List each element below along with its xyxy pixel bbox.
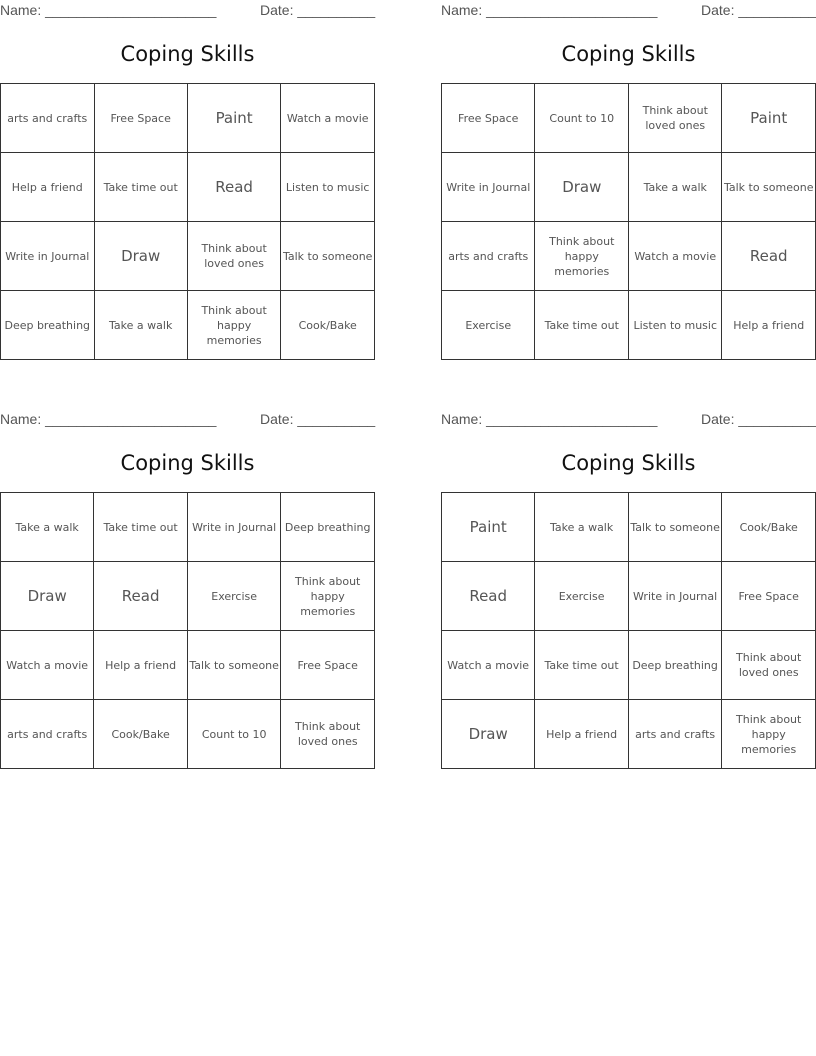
grid-row bbox=[442, 562, 816, 631]
grid-cell: Exercise bbox=[535, 562, 628, 631]
grid-cell: Count to 10 bbox=[187, 700, 280, 769]
name-date-row bbox=[0, 411, 375, 429]
grid-cell: Think about happy memories bbox=[535, 222, 629, 291]
grid-cell: Help a friend bbox=[94, 631, 188, 700]
grid-row bbox=[1, 493, 375, 562]
grid-cell: Count to 10 bbox=[535, 84, 629, 153]
grid-cell: Take time out bbox=[94, 153, 187, 222]
grid-cell: Read bbox=[94, 562, 188, 631]
grid-cell: Help a friend bbox=[1, 153, 95, 222]
card-title: Coping Skills bbox=[561, 42, 696, 66]
grid-cell: Read bbox=[442, 562, 535, 631]
grid-cell: Talk to someone bbox=[628, 493, 722, 562]
grid-row bbox=[442, 84, 816, 153]
grid-row bbox=[1, 84, 375, 153]
grid-cell: Write in Journal bbox=[442, 153, 535, 222]
grid-cell: Free Space bbox=[442, 84, 535, 153]
grid-cell: Talk to someone bbox=[187, 631, 280, 700]
grid-cell: Exercise bbox=[442, 291, 535, 360]
grid-cell: Cook/Bake bbox=[722, 493, 816, 562]
grid-cell: Draw bbox=[94, 222, 187, 291]
grid-cell: Free Space bbox=[94, 84, 187, 153]
grid-cell: Think about happy memories bbox=[722, 700, 816, 769]
bingo-grid bbox=[0, 492, 375, 769]
name-field: Name: ______________________ bbox=[441, 2, 658, 18]
grid-cell: Draw bbox=[535, 153, 629, 222]
grid-cell: arts and crafts bbox=[1, 84, 95, 153]
card-title: Coping Skills bbox=[120, 42, 255, 66]
grid-cell: Take a walk bbox=[1, 493, 94, 562]
grid-cell: Free Space bbox=[281, 631, 375, 700]
date-field: Date: __________ bbox=[701, 411, 816, 427]
grid-cell: Paint bbox=[722, 84, 816, 153]
grid-row bbox=[1, 222, 375, 291]
grid-cell: Paint bbox=[187, 84, 281, 153]
grid-row bbox=[1, 700, 375, 769]
grid-cell: Take time out bbox=[94, 493, 188, 562]
date-field: Date: __________ bbox=[260, 411, 376, 427]
grid-row bbox=[442, 493, 816, 562]
card-title: Coping Skills bbox=[561, 451, 696, 475]
date-field: Date: __________ bbox=[260, 2, 376, 18]
grid-cell: Read bbox=[722, 222, 816, 291]
grid-cell: Take a walk bbox=[535, 493, 628, 562]
grid-cell: Read bbox=[187, 153, 281, 222]
grid-cell: arts and crafts bbox=[628, 700, 722, 769]
name-date-row bbox=[441, 411, 816, 429]
grid-row bbox=[442, 700, 816, 769]
grid-cell: Watch a movie bbox=[281, 84, 375, 153]
grid-cell: Take time out bbox=[535, 291, 629, 360]
grid-cell: Take time out bbox=[535, 631, 628, 700]
grid-cell: Think about loved ones bbox=[629, 84, 722, 153]
grid-cell: Deep breathing bbox=[281, 493, 375, 562]
grid-cell: Take a walk bbox=[94, 291, 187, 360]
grid-cell: arts and crafts bbox=[1, 700, 94, 769]
grid-cell: Draw bbox=[1, 562, 94, 631]
grid-cell: Talk to someone bbox=[722, 153, 816, 222]
grid-cell: Talk to someone bbox=[281, 222, 375, 291]
grid-cell: Write in Journal bbox=[628, 562, 722, 631]
grid-row bbox=[442, 222, 816, 291]
grid-cell: Free Space bbox=[722, 562, 816, 631]
grid-cell: Help a friend bbox=[535, 700, 628, 769]
grid-row bbox=[442, 291, 816, 360]
name-field: Name: ______________________ bbox=[0, 411, 217, 427]
grid-cell: Deep breathing bbox=[1, 291, 95, 360]
grid-cell: Watch a movie bbox=[1, 631, 94, 700]
name-date-row bbox=[441, 2, 816, 20]
grid-row bbox=[442, 153, 816, 222]
name-field: Name: ______________________ bbox=[441, 411, 658, 427]
grid-cell: Paint bbox=[442, 493, 535, 562]
grid-cell: Help a friend bbox=[722, 291, 816, 360]
grid-row bbox=[1, 562, 375, 631]
bingo-grid bbox=[441, 492, 816, 769]
grid-cell: Deep breathing bbox=[628, 631, 722, 700]
grid-cell: Write in Journal bbox=[1, 222, 95, 291]
grid-cell: Think about happy memories bbox=[187, 291, 281, 360]
grid-row bbox=[1, 291, 375, 360]
grid-cell: Cook/Bake bbox=[94, 700, 188, 769]
grid-cell: Draw bbox=[442, 700, 535, 769]
date-field: Date: __________ bbox=[701, 2, 816, 18]
grid-cell: Listen to music bbox=[629, 291, 722, 360]
bingo-grid bbox=[0, 83, 375, 360]
grid-cell: Think about loved ones bbox=[722, 631, 816, 700]
grid-cell: Think about loved ones bbox=[187, 222, 281, 291]
grid-cell: Watch a movie bbox=[629, 222, 722, 291]
grid-cell: Write in Journal bbox=[187, 493, 280, 562]
grid-cell: Watch a movie bbox=[442, 631, 535, 700]
name-field: Name: ______________________ bbox=[0, 2, 217, 18]
grid-cell: Cook/Bake bbox=[281, 291, 375, 360]
name-date-row bbox=[0, 2, 375, 20]
grid-cell: Exercise bbox=[187, 562, 280, 631]
grid-cell: Take a walk bbox=[629, 153, 722, 222]
grid-cell: Think about happy memories bbox=[281, 562, 375, 631]
grid-cell: arts and crafts bbox=[442, 222, 535, 291]
grid-row bbox=[442, 631, 816, 700]
grid-row bbox=[1, 631, 375, 700]
card-title: Coping Skills bbox=[120, 451, 255, 475]
grid-cell: Listen to music bbox=[281, 153, 375, 222]
bingo-grid bbox=[441, 83, 816, 360]
grid-cell: Think about loved ones bbox=[281, 700, 375, 769]
grid-row bbox=[1, 153, 375, 222]
